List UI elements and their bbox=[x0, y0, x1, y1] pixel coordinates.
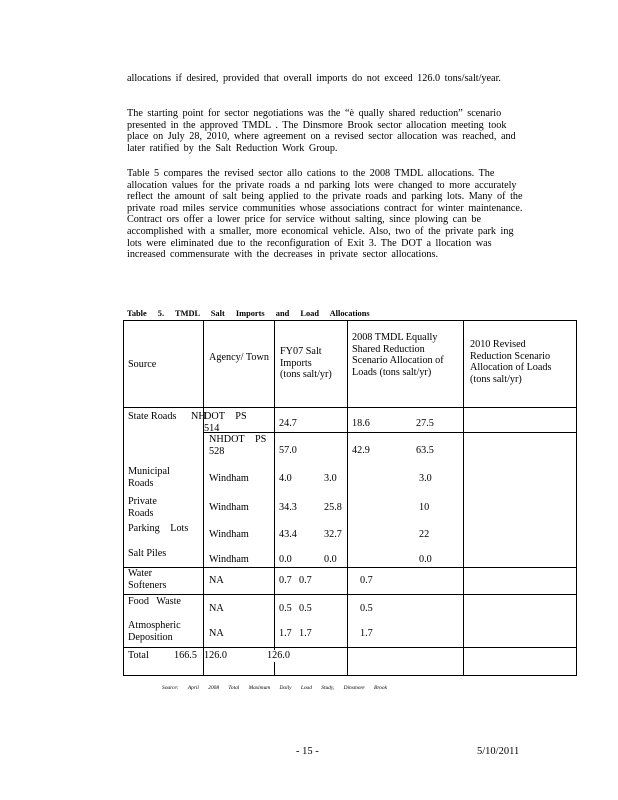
source-cell-roads bbox=[124, 408, 204, 568]
total-label: Total bbox=[128, 650, 149, 661]
rev-municipal: 3.0 bbox=[419, 473, 432, 484]
header-revised-2010: 2010 Revised Reduction Scenario Allocation of Loads (tons salt/yr) bbox=[464, 321, 577, 408]
header-fy07: FY07 Salt Imports (tons salt/yr) bbox=[275, 321, 348, 408]
rev-food-waste: 0.5 bbox=[360, 603, 373, 614]
fy07-cell-food-atmospheric bbox=[275, 595, 348, 648]
tmdl-atmospheric: 1.7 bbox=[299, 628, 312, 639]
total-fy07: 166.5 bbox=[174, 650, 197, 661]
rev-state-a: 27.5 bbox=[416, 418, 434, 429]
agency-salt-piles: Windham bbox=[209, 554, 249, 565]
empty-food-atmospheric bbox=[464, 595, 577, 648]
source-cell-food-atmospheric bbox=[124, 595, 204, 648]
agency-parking-lots: Windham bbox=[209, 529, 249, 540]
rev-private-roads: 10 bbox=[419, 502, 430, 513]
tmdl-water-softeners: 0.7 bbox=[299, 575, 312, 586]
fy07-cell-roads bbox=[275, 408, 348, 568]
rev-salt-piles: 0.0 bbox=[419, 554, 432, 565]
fy07-parking-lots: 43.4 bbox=[279, 529, 297, 540]
total-tmdl: 126.0 bbox=[204, 650, 227, 661]
table-row-total bbox=[124, 648, 577, 676]
tmdl-private-roads: 25.8 bbox=[324, 502, 342, 513]
agency-cell-roads bbox=[204, 408, 275, 568]
fy07-salt-piles: 0.0 bbox=[279, 554, 292, 565]
empty-water-softeners bbox=[464, 568, 577, 595]
fy07-municipal: 4.0 bbox=[279, 473, 292, 484]
rev-water-softeners: 0.7 bbox=[348, 568, 464, 595]
agency-state-b: NHDOT PS 528 bbox=[209, 434, 267, 457]
agency-cell-food-atmospheric bbox=[204, 595, 275, 648]
fy07-water-softeners: 0.7 0.7 bbox=[275, 568, 348, 595]
agency-municipal: Windham bbox=[209, 473, 249, 484]
total-agency-cell bbox=[204, 648, 275, 676]
tmdl-cell-roads bbox=[348, 408, 464, 568]
agency-prefix-state: NH bbox=[191, 411, 206, 422]
revised-cell-roads bbox=[464, 408, 577, 568]
header-agency: Agency/ Town bbox=[204, 321, 275, 408]
fy07-atmospheric: 1.7 bbox=[279, 628, 292, 639]
total-rev: 126.0 bbox=[267, 650, 290, 661]
source-food-waste: Food Waste bbox=[128, 596, 181, 607]
source-atmospheric: Atmospheric Deposition bbox=[128, 620, 181, 643]
agency-atmospheric: NA bbox=[209, 628, 224, 639]
fy07-private-roads: 34.3 bbox=[279, 502, 297, 513]
paragraph-3: Table 5 compares the revised sector allo cations to the 2008 TMDL allocations. The allocation values for the private roads a nd parking lots were changed to more accurately reflect the amount of salt being applied to the private roads and parking lots. Many of the private road miles service communities whose associations contract for winter maintenance. Contract ors offer a lower price for service without salting, since plowing can be accomplished with a smaller, more economical vehicle. Also, two of the private park ing lots were eliminated due to the reconfiguration of Exit 3. The DOT a llocation was increased commensurate with the decreases in private sector allocations. bbox=[127, 168, 523, 261]
tmdl-state-b: 42.9 bbox=[352, 445, 370, 456]
source-salt-piles: Salt Piles bbox=[128, 548, 167, 559]
page-number: - 15 - bbox=[296, 746, 319, 757]
table-row-roads bbox=[124, 408, 577, 568]
source-note: Source: April 2008 Total Maximum Daily Load Study, Dinsmore Brook bbox=[162, 685, 388, 691]
allocation-table bbox=[123, 320, 577, 676]
rev-atmospheric: 1.7 bbox=[360, 628, 373, 639]
tmdl-state-a: 18.6 bbox=[352, 418, 370, 429]
table-header-row bbox=[124, 321, 577, 408]
agency-state-a: DOT PS 514 bbox=[204, 411, 247, 434]
table-row-water-softeners bbox=[124, 568, 577, 595]
rev-state-b: 63.5 bbox=[416, 445, 434, 456]
agency-private-roads: Windham bbox=[209, 502, 249, 513]
total-source-cell bbox=[124, 648, 204, 676]
total-revised-cell bbox=[464, 648, 577, 676]
agency-water-softeners: NA bbox=[204, 568, 275, 595]
footer-date: 5/10/2011 bbox=[477, 746, 520, 757]
header-tmdl-2008: 2008 TMDL Equally Shared Reduction Scenario Allocation of Loads (tons salt/yr) bbox=[348, 321, 464, 408]
source-parking-lots: Parking Lots bbox=[128, 523, 189, 534]
paragraph-1: allocations if desired, provided that overall imports do not exceed 126.0 tons/salt/year. bbox=[127, 73, 501, 84]
tmdl-parking-lots: 32.7 bbox=[324, 529, 342, 540]
table-row-food-atmospheric bbox=[124, 595, 577, 648]
total-tmdl-cell bbox=[348, 648, 464, 676]
table-caption: Table 5. TMDL Salt Imports and Load Allocations bbox=[127, 309, 370, 318]
fy07-state-a: 24.7 bbox=[279, 418, 297, 429]
paragraph-2: The starting point for sector negotiations was the “è qually shared reduction” scenario presented in the approved TMDL . The Dinsmore Brook sector allocation meeting took place on July 28, 2010, where agreement on a revised sector allocation was reached, and later ratified by the Salt Reduction Work Group. bbox=[127, 108, 516, 154]
agency-food-waste: NA bbox=[209, 603, 224, 614]
fy07-food-waste: 0.5 bbox=[279, 603, 292, 614]
source-water-softeners: Water Softeners bbox=[124, 568, 204, 595]
rev-parking-lots: 22 bbox=[419, 529, 430, 540]
tmdl-salt-piles: 0.0 bbox=[324, 554, 337, 565]
source-state-roads: State Roads bbox=[128, 411, 177, 422]
source-municipal-roads: Municipal Roads bbox=[128, 466, 170, 489]
total-fy07-cell bbox=[267, 648, 348, 676]
header-source: Source bbox=[124, 321, 204, 408]
source-private-roads: Private Roads bbox=[128, 496, 157, 519]
rev-cell-food-atmospheric bbox=[348, 595, 464, 648]
fy07-state-b: 57.0 bbox=[279, 445, 297, 456]
tmdl-municipal: 3.0 bbox=[324, 473, 337, 484]
tmdl-food-waste: 0.5 bbox=[299, 603, 312, 614]
